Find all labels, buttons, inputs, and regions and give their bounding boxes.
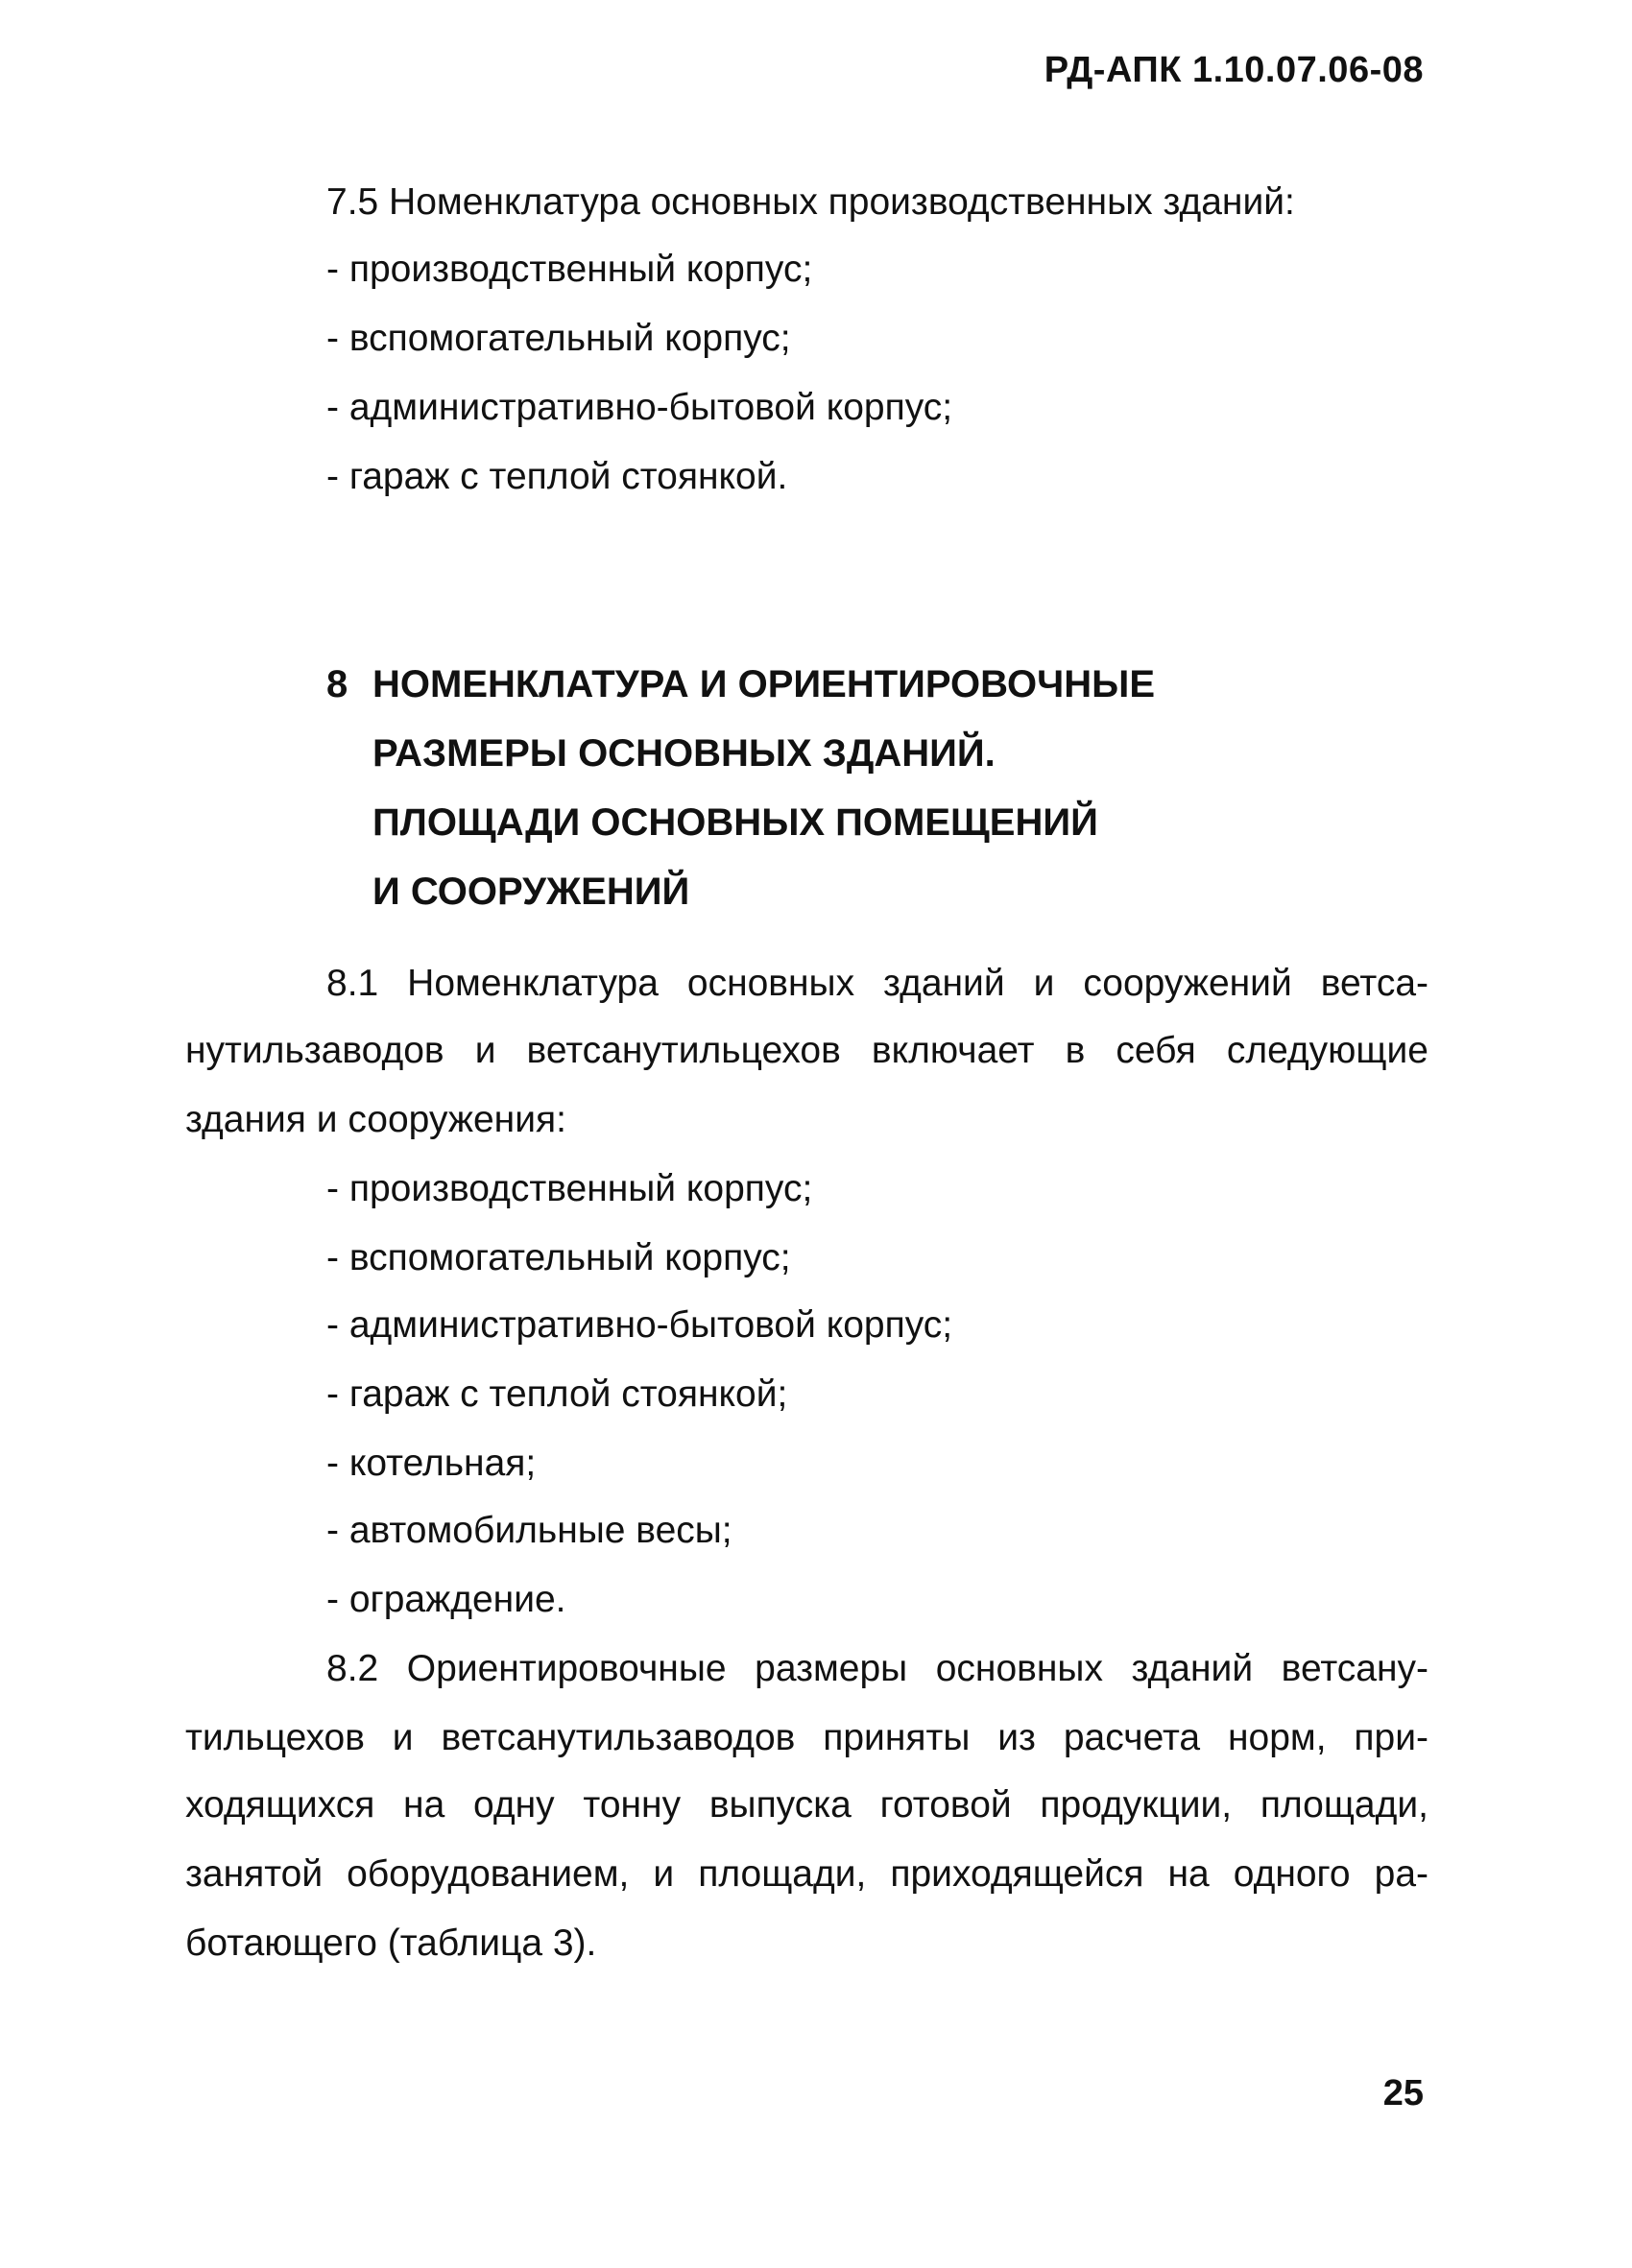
section-8-1-paragraph-line: 8.1 Номенклатура основных зданий и сооружений ветса- <box>326 963 1428 1004</box>
list-item: - вспомогательный корпус; <box>326 318 791 359</box>
section-8-title-line: ПЛОЩАДИ ОСНОВНЫХ ПОМЕЩЕНИЙ <box>372 801 1098 844</box>
list-item: - административно-бытовой корпус; <box>326 387 953 428</box>
list-item: - ограждение. <box>326 1579 566 1620</box>
section-8-1-paragraph-line: здания и сооружения: <box>185 1099 566 1140</box>
section-8-title-line: И СООРУЖЕНИЙ <box>372 871 690 913</box>
list-item: - производственный корпус; <box>326 1168 813 1209</box>
section-8-1-paragraph-line: нутильзаводов и ветсанутильцехов включает в себя следующие <box>185 1030 1428 1071</box>
list-item: - вспомогательный корпус; <box>326 1237 791 1278</box>
section-8-2-paragraph-line: тильцехов и ветсанутильзаводов приняты из расчета норм, при- <box>185 1717 1428 1758</box>
section-8-2-paragraph-line: ботающего (таблица 3). <box>185 1922 597 1964</box>
section-8-title-line: РАЗМЕРЫ ОСНОВНЫХ ЗДАНИЙ. <box>372 732 996 775</box>
list-item: - производственный корпус; <box>326 249 813 290</box>
list-item: - котельная; <box>326 1443 537 1484</box>
section-8-number: 8 <box>326 663 348 705</box>
section-8-2-paragraph-line: занятой оборудованием, и площади, приходящейся на одного ра- <box>185 1853 1428 1895</box>
list-item: - гараж с теплой стоянкой; <box>326 1373 788 1415</box>
section-8-2-paragraph-line: ходящихся на одну тонну выпуска готовой продукции, площади, <box>185 1784 1428 1826</box>
list-item: - гараж с теплой стоянкой. <box>326 456 788 497</box>
list-item: - автомобильные весы; <box>326 1510 732 1551</box>
list-item: - административно-бытовой корпус; <box>326 1304 953 1346</box>
section-8-title-line: НОМЕНКЛАТУРА И ОРИЕНТИРОВОЧНЫЕ <box>372 663 1155 705</box>
page-number: 25 <box>1382 2073 1424 2113</box>
section-7-5-intro: 7.5 Номенклатура основных производственных зданий: <box>326 181 1295 223</box>
section-8-2-paragraph-line: 8.2 Ориентировочные размеры основных зданий ветсану- <box>326 1648 1428 1689</box>
document-code: РД-АПК 1.10.07.06-08 <box>1044 50 1424 90</box>
